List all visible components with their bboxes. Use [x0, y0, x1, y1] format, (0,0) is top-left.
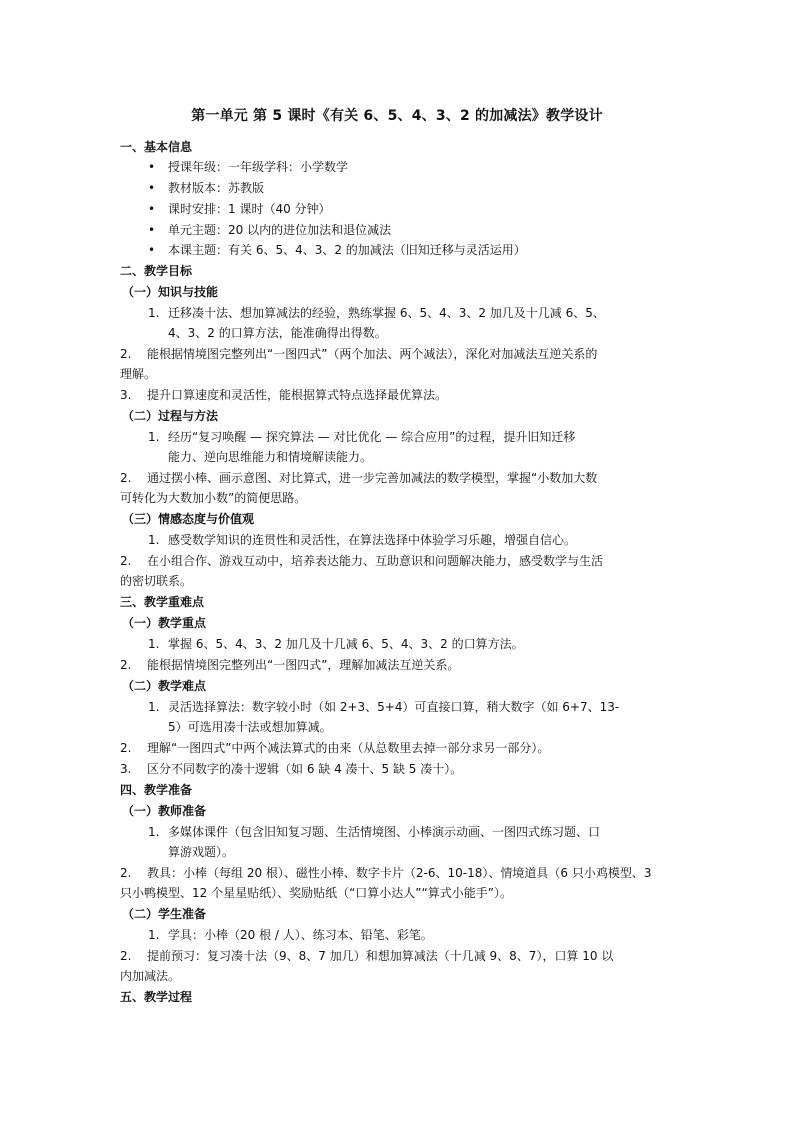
list-item: [120, 655, 459, 675]
list-number: 2.: [120, 471, 132, 485]
list-item: [148, 530, 576, 550]
info-schedule: 课时安排：1 课时（40 分钟）: [168, 202, 331, 216]
list-item: [148, 303, 605, 323]
list-item-continuation: 4、3、2 的口算方法，能准确得出得数。: [168, 326, 387, 340]
subheading-process-methods: （二）过程与方法: [122, 409, 219, 423]
list-number: 2.: [120, 554, 132, 568]
list-item-continuation: 可转化为大数加小数”的简便思路。: [120, 491, 307, 505]
list-number: 2.: [120, 658, 132, 672]
list-number: 1.: [148, 306, 160, 320]
list-item: [120, 468, 597, 488]
list-item: [120, 863, 651, 883]
list-text: 能根据情境图完整列出“一图四式”，理解加减法互逆关系。: [147, 658, 460, 672]
list-text: 教具：小棒（每组 20 根）、磁性小棒、数字卡片（2-6、10-18）、情境道具（6 只小鸡模型、3: [147, 866, 652, 880]
subheading-teacher-prep: （一）教师准备: [122, 804, 207, 818]
list-text: 提前预习：复习凑十法（9、8、7 加几）和想加算减法（十几减 9、8、7），口算 10 以: [147, 949, 614, 963]
list-item-continuation: 内加减法。: [120, 969, 181, 983]
list-item: [120, 946, 613, 966]
info-lesson-theme: 本课主题：有关 6、5、4、3、2 的加减法（旧知迁移与灵活运用）: [168, 243, 526, 257]
list-number: 3.: [120, 388, 132, 402]
list-number: 2.: [120, 347, 132, 361]
list-text: 多媒体课件（包含旧知复习题、生活情境图、小棒演示动画、一图四式练习题、口: [168, 825, 601, 839]
list-number: 1.: [148, 533, 160, 547]
list-item: [120, 344, 597, 364]
list-item: [120, 738, 549, 758]
info-grade-subject: 授课年级：一年级学科：小学数学: [168, 160, 349, 174]
list-item: [148, 634, 524, 654]
info-unit-theme: 单元主题：20 以内的进位加法和退位减法: [168, 223, 392, 237]
bullet-icon: •: [148, 160, 156, 174]
list-item: [120, 551, 603, 571]
list-number: 2.: [120, 949, 132, 963]
list-item-continuation: 5）可选用凑十法或想加算减。: [168, 720, 332, 734]
list-item-continuation: 的密切联系。: [120, 574, 193, 588]
list-number: 2.: [120, 741, 132, 755]
list-item: [148, 822, 600, 842]
bullet-icon: •: [148, 223, 156, 237]
list-text: 在小组合作、游戏互动中，培养表达能力、互助意识和问题解决能力，感受数学与生活: [147, 554, 604, 568]
list-item: [120, 385, 447, 405]
list-text: 区分不同数字的凑十逻辑（如 6 缺 4 凑十、5 缺 5 凑十）。: [147, 762, 463, 776]
list-number: 1.: [148, 700, 160, 714]
info-textbook: 教材版本：苏教版: [168, 181, 265, 195]
document-title: 第一单元 第 5 课时《有关 6、5、4、3、2 的加减法》教学设计: [191, 108, 603, 124]
list-text: 感受数学知识的连贯性和灵活性，在算法选择中体验学习乐趣，增强自信心。: [168, 533, 577, 547]
subheading-attitudes-values: （三）情感态度与价值观: [122, 512, 255, 526]
list-text: 提升口算速度和灵活性，能根据算式特点选择最优算法。: [147, 388, 448, 402]
subheading-key-points: （一）教学重点: [122, 616, 207, 630]
list-number: 1.: [148, 637, 160, 651]
list-number: 1.: [148, 430, 160, 444]
list-item-continuation: 能力、逆向思维能力和情境解读能力。: [168, 450, 373, 464]
list-item-continuation: 算游戏题）。: [168, 845, 235, 859]
list-item: [148, 427, 575, 447]
bullet-icon: •: [148, 243, 156, 257]
section-heading-objectives: 二、教学目标: [120, 264, 193, 278]
list-item: [148, 925, 433, 945]
list-item-continuation: 理解。: [120, 367, 157, 381]
section-heading-key-difficult: 三、教学重难点: [120, 595, 205, 609]
list-number: 3.: [120, 762, 132, 776]
section-heading-basic-info: 一、基本信息: [120, 140, 193, 154]
list-item: [120, 759, 462, 779]
subheading-student-prep: （二）学生准备: [122, 907, 207, 921]
subheading-knowledge-skills: （一）知识与技能: [122, 285, 219, 299]
list-text: 通过摆小棒、画示意图、对比算式，进一步完善加减法的数学模型，掌握“小数加大数: [147, 471, 598, 485]
list-text: 经历“复习唤醒 — 探究算法 — 对比优化 — 综合应用”的过程，提升旧知迁移: [168, 430, 576, 444]
section-heading-teaching-process: 五、教学过程: [120, 990, 193, 1004]
bullet-icon: •: [148, 181, 156, 195]
list-item: [148, 697, 619, 717]
list-item-continuation: 只小鸭模型、12 个星星贴纸）、奖励贴纸（“口算小达人”“算式小能手”）。: [120, 886, 512, 900]
list-text: 学具：小棒（20 根 / 人）、练习本、铅笔、彩笔。: [168, 928, 433, 942]
list-number: 1.: [148, 825, 160, 839]
list-text: 迁移凑十法、想加算减法的经验，熟练掌握 6、5、4、3、2 加几及十几减 6、5、: [168, 306, 605, 320]
section-heading-preparation: 四、教学准备: [120, 783, 193, 797]
bullet-icon: •: [148, 202, 156, 216]
list-text: 灵活选择算法：数字较小时（如 2+3、5+4）可直接口算，稍大数字（如 6+7、13-: [168, 700, 620, 714]
list-number: 2.: [120, 866, 132, 880]
subheading-difficult-points: （二）教学难点: [122, 679, 207, 693]
list-number: 1.: [148, 928, 160, 942]
list-text: 掌握 6、5、4、3、2 加几及十几减 6、5、4、3、2 的口算方法。: [168, 637, 524, 651]
list-text: 能根据情境图完整列出“一图四式”（两个加法、两个减法），深化对加减法互逆关系的: [147, 347, 598, 361]
list-text: 理解“一图四式”中两个减法算式的由来（从总数里去掉一部分求另一部分）。: [147, 741, 550, 755]
